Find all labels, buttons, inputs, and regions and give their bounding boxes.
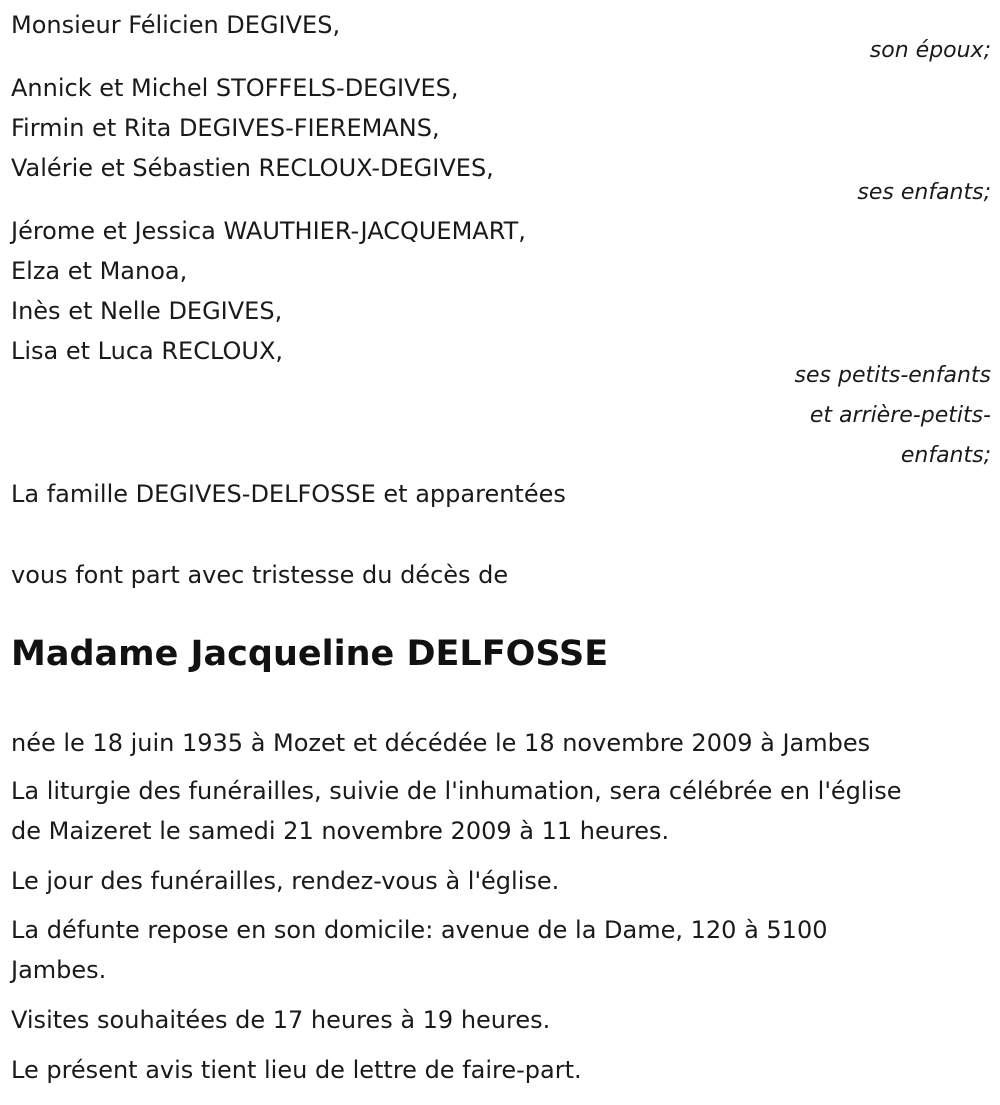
child-line: Valérie et Sébastien RECLOUX-DEGIVES, <box>11 154 494 182</box>
announcement-intro: vous font part avec tristesse du décès de <box>11 561 509 589</box>
visits-line: Visites souhaitées de 17 heures à 19 heures. <box>11 1006 551 1034</box>
grandchild-line: Inès et Nelle DEGIVES, <box>11 297 283 325</box>
spouse-name: Monsieur Félicien DEGIVES, <box>11 11 341 39</box>
deceased-name: Madame Jacqueline DELFOSSE <box>11 634 609 674</box>
extended-family: La famille DEGIVES-DELFOSSE et apparentées <box>11 480 566 508</box>
notice-line: Le présent avis tient lieu de lettre de faire-part. <box>11 1056 582 1084</box>
child-line: Firmin et Rita DEGIVES-FIEREMANS, <box>11 114 440 142</box>
grandchildren-role: et arrière-petits- <box>809 403 991 428</box>
meeting-line: Le jour des funérailles, rendez-vous à l'église. <box>11 867 560 895</box>
repose-line: La défunte repose en son domicile: avenue de la Dame, 120 à 5100 <box>11 916 828 944</box>
spouse-role: son époux; <box>869 38 991 63</box>
funeral-line: de Maizeret le samedi 21 novembre 2009 à 11 heures. <box>11 817 670 845</box>
grandchild-line: Lisa et Luca RECLOUX, <box>11 337 284 365</box>
repose-line: Jambes. <box>11 956 107 984</box>
grandchildren-role: ses petits-enfants <box>794 363 991 388</box>
birth-death-line: née le 18 juin 1935 à Mozet et décédée le 18 novembre 2009 à Jambes <box>11 729 871 757</box>
child-line: Annick et Michel STOFFELS-DEGIVES, <box>11 74 459 102</box>
grandchild-line: Jérome et Jessica WAUTHIER-JACQUEMART, <box>11 217 526 245</box>
grandchild-line: Elza et Manoa, <box>11 257 188 285</box>
funeral-line: La liturgie des funérailles, suivie de l'inhumation, sera célébrée en l'église <box>11 777 902 805</box>
children-role: ses enfants; <box>857 180 991 205</box>
grandchildren-role: enfants; <box>900 443 991 468</box>
